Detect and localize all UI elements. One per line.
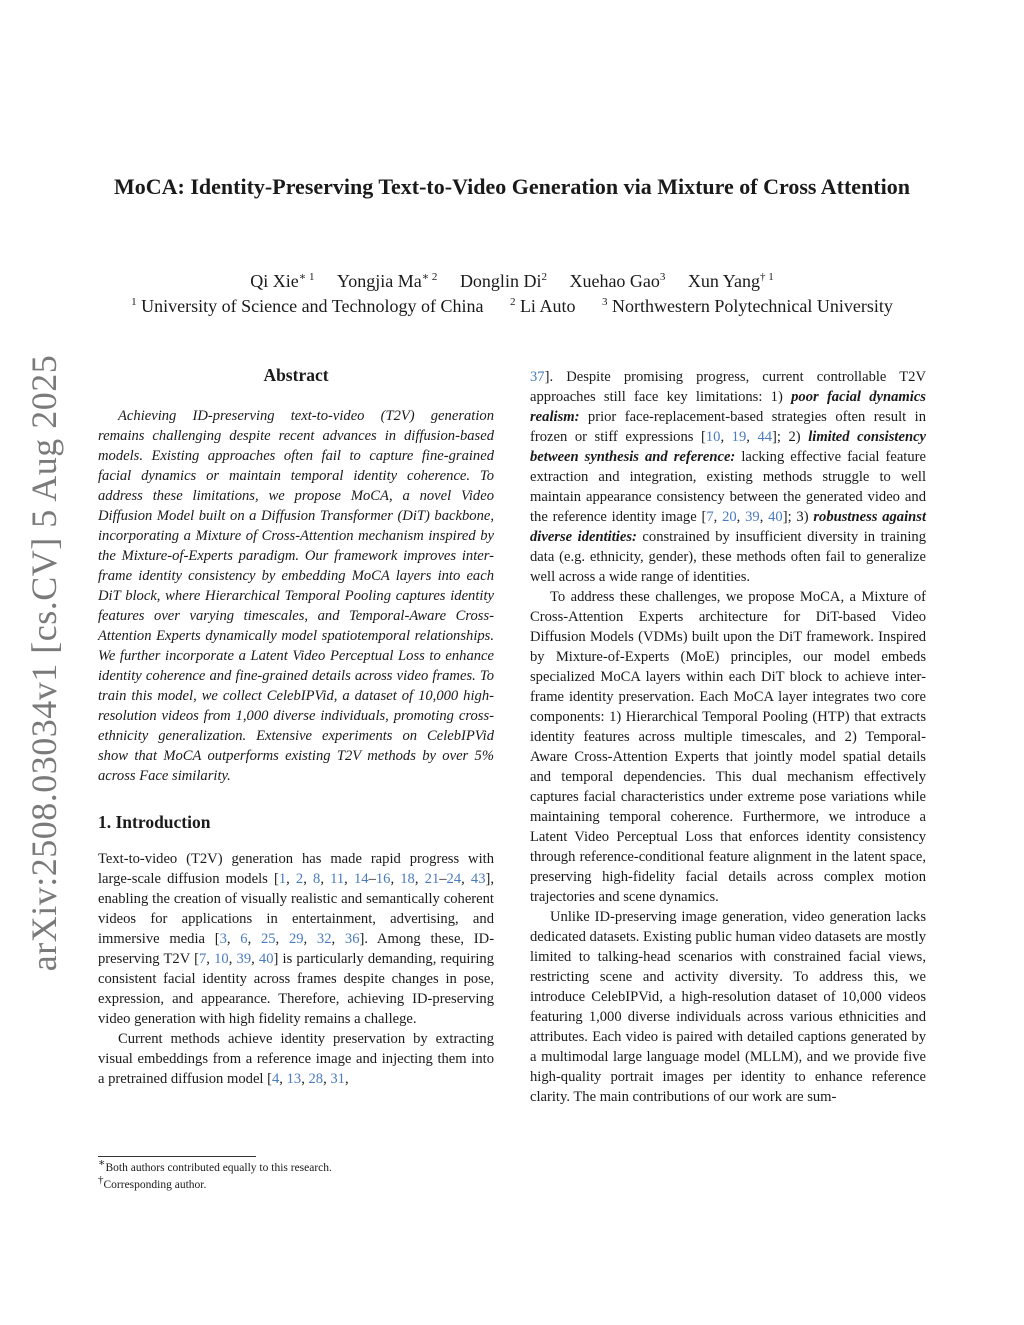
body-paragraph: 37]. Despite promising progress, current controllable T2V approaches still face key limitations: 1) poor facial dynamics realism: prior face-replacement-based strategies often result in frozen or stiff expressions [10, 19, 44]; 2) limited consistency between synthesis and reference: lacking effective facial feature extraction and integration, existing methods struggle to well maintain appearance consistency between the generated video and the reference identity image [7, 20, 39, 40]; 3) robustness against diverse identities: constrained by insufficient diversity in training data (e.g. ethnicity, gender), these methods often fail to generalize well across a wide range of identities. xyxy=(530,369,927,585)
citation-link[interactable]: 10 xyxy=(214,951,229,967)
citation-link[interactable]: 19 xyxy=(731,429,747,445)
citation-link[interactable]: 10 xyxy=(705,429,721,445)
citation-link[interactable]: 1 xyxy=(278,871,287,887)
citation-link[interactable]: 6 xyxy=(240,931,248,947)
intro-paragraph: Text-to-video (T2V) generation has made rapid progress with large-scale diffusion models [1, 2, 8, 11, 14–16, 18, 21–24, 43], enabling the creation of visually realistic and semantically coherent videos for applications in entertainment, advertising, and immersive media [3, 6, 25, 29, 32, 36]. Among these, ID-preserving T2V [7, 10, 39, 40] is particularly demanding, requiring consistent facial identity across frames despite changes in pose, expression, and appearance. Therefore, achieving ID-preserving video generation with high fidelity remains a challege. xyxy=(98,851,495,1027)
paper-title: MoCA: Identity-Preserving Text-to-Video Generation via Mixture of Cross Attention xyxy=(114,174,910,199)
footnote: †Corresponding author. xyxy=(98,1174,207,1191)
citation-link[interactable]: 4 xyxy=(272,1071,280,1087)
citation-link[interactable]: 13 xyxy=(286,1071,302,1087)
right-column xyxy=(530,367,926,1107)
author: Donglin Di$^2$ xyxy=(459,271,547,291)
abstract-heading: Abstract xyxy=(263,365,329,385)
left-column xyxy=(98,363,494,1089)
citation-link[interactable]: 2 xyxy=(295,871,304,887)
affiliation-list xyxy=(60,293,964,319)
arxiv-identifier: arXiv:2508.03034v1 [cs.CV] 5 Aug 2025 xyxy=(24,354,64,972)
body-paragraph: Unlike ID-preserving image generation, video generation lacks dedicated datasets. Existing public human video datasets are mostly limited to talking-head scenarios with constrained facial views, restricting scene and activity diversity. To address this, we introduce CelebIPVid, a high-resolution dataset of 10,000 videos featuring 1,000 diverse individuals across various ethnicities and attributes. Each video is paired with detailed captions generated by a multimodal large language model (MLLM), and we provide five high-quality portrait images per identity to enhance reference clarity. The main contributions of our work are sum- xyxy=(530,909,926,1105)
citation-link[interactable]: 36 xyxy=(344,931,360,947)
citation-link[interactable]: 18 xyxy=(400,871,415,887)
footnote: ∗Both authors contributed equally to this research. xyxy=(98,1157,332,1174)
footnote-rule xyxy=(98,1156,256,1157)
citation-link[interactable]: 7 xyxy=(199,951,207,967)
citation-link[interactable]: 29 xyxy=(288,931,304,947)
citation-link[interactable]: 37 xyxy=(530,369,545,385)
citation-link[interactable]: 20 xyxy=(722,509,737,525)
citation-link[interactable]: 14 xyxy=(353,871,369,887)
citation-link[interactable]: 39 xyxy=(236,951,252,967)
citation-link[interactable]: 31 xyxy=(330,1071,345,1087)
body-paragraph: To address these challenges, we propose MoCA, a Mixture of Cross-Attention Experts architecture for DiT-based Video Diffusion Models (VDMs) built upon the DiT framework. Inspired by Mixture-of-Experts (MoE) principles, our model embeds specialized MoCA layers within each DiT block to achieve inter-frame identity preservation. Each MoCA layer integrates two core components: 1) Hierarchical Temporal Pooling (HTP) that extracts identity features across multiple timescales, and 2) Temporal-Aware Cross-Attention Experts that jointly model spatial details and temporal dependencies. This dual mechanism effectively captures facial characteristics under extreme pose variations while maintaining temporal coherence. Furthermore, we introduce a Latent Video Perceptual Loss that enforces identity consistency through reference-conditional feature alignment in the latent space, preserving high-fidelity facial details across complex motion trajectories and scene dynamics. xyxy=(530,589,926,905)
citation-link[interactable]: 40 xyxy=(768,509,783,525)
affiliation: $^1$ University of Science and Technology of China xyxy=(131,296,484,316)
citation-link[interactable]: 11 xyxy=(330,871,345,887)
affiliation: $^2$ Li Auto xyxy=(509,296,576,316)
citation-link[interactable]: 28 xyxy=(308,1071,324,1087)
citation-link[interactable]: 3 xyxy=(219,931,227,947)
author: Qi Xie$^{∗ 1}$ xyxy=(250,271,315,291)
intro-paragraph: Current methods achieve identity preservation by extracting visual embeddings from a reference image and injecting them into a pretrained diffusion model [4, 13, 28, 31, xyxy=(98,1031,494,1087)
abstract-body: Achieving ID-preserving text-to-video (T2V) generation remains challenging despite recent advances in diffusion-based models. Existing approaches often fail to capture fine-grained facial dynamics or maintain temporal identity coherence. To address these limitations, we propose MoCA, a novel Video Diffusion Model built on a Diffusion Transformer (DiT) backbone, incorporating a Mixture of Cross-Attention mechanism inspired by the Mixture-of-Experts paradigm. Our framework improves inter-frame identity consistency by embedding MoCA layers into each DiT block, where Hierarchical Temporal Pooling captures identity features over varying timescales, and Temporal-Aware Cross-Attention Experts dynamically model spatiotemporal relationships. We further incorporate a Latent Video Perceptual Loss to enhance identity coherence and fine-grained details across video frames. To train this model, we collect CelebIPVid, a dataset of 10,000 high-resolution videos from 1,000 diverse individuals, promoting cross-ethnicity generalization. Extensive experiments on CelebIPVid show that MoCA outperforms existing T2V methods by over 5% across Face similarity. xyxy=(98,408,494,784)
citation-link[interactable]: 21 xyxy=(424,871,440,887)
author: Xuehao Gao$^3$ xyxy=(569,271,666,291)
citation-link[interactable]: 43 xyxy=(470,871,486,887)
citation-link[interactable]: 40 xyxy=(258,951,274,967)
author: Yongjia $Ma^{∗ 2}$ xyxy=(337,271,438,291)
affiliation: $^3$ Northwestern Polytechnical University xyxy=(601,296,893,316)
citation-link[interactable]: 16 xyxy=(375,871,391,887)
citation-link[interactable]: 32 xyxy=(316,931,332,947)
author-list xyxy=(60,268,964,294)
citation-link[interactable]: 39 xyxy=(745,509,760,525)
citation-link[interactable]: 25 xyxy=(260,931,276,947)
section-heading: 1. Introduction xyxy=(98,812,211,832)
citation-link[interactable]: 8 xyxy=(313,871,321,887)
citation-link[interactable]: 7 xyxy=(706,509,714,525)
citation-link[interactable]: 44 xyxy=(757,429,773,445)
citation-link[interactable]: 24 xyxy=(446,871,462,887)
author: Xun Yang$^{\dagger 1}$ xyxy=(687,271,774,291)
